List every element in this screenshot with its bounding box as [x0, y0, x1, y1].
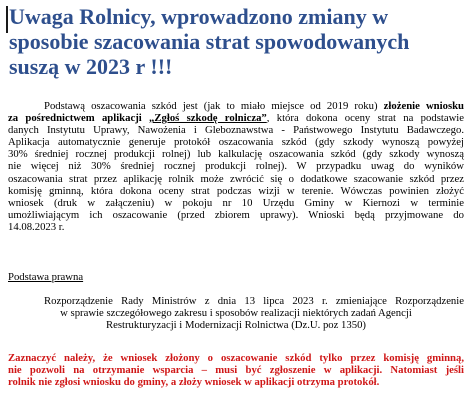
body-line	[8, 112, 464, 124]
regulation-line: Restrukturyzacji i Modernizacji Rolnictwa (Dz.U. poz 1350)	[106, 319, 366, 332]
body-line-bold: za pośrednictwem aplikacji	[8, 112, 150, 125]
body-paragraph	[8, 100, 464, 233]
body-line-text: , która dokona oceny strat na podstawie	[266, 112, 464, 125]
body-line: wniosek (druk w załączeniu) w pokoju nr 10 Urzędu Gminy w Kiernozi w terminie	[8, 196, 464, 209]
title-line: Uwaga Rolnicy, wprowadzono zmiany w	[9, 4, 389, 29]
body-line: nie więcej niż 30% średniej rocznej produkcji rolnej). W przypadku uwag do wyników	[8, 160, 464, 173]
document-title	[9, 4, 471, 79]
body-line	[8, 100, 464, 112]
body-line: oszacowania strat przez aplikację rolnik może zwrócić się o dodatkowe szacowanie szkód przez	[8, 172, 464, 185]
warning-line: nie pozwoli na otrzymanie wsparcia – musi być zgłoszenie w aplikacji. Natomiast jeśli	[8, 364, 464, 377]
body-line: komisję gminną, która dokona oceny strat podczas wizji w terenie. Wówczas powinien złożyć	[8, 184, 464, 197]
body-line: umożliwiającym ich oszacowanie (przed zbiorem uprawy). Wnioski będą przyjmowane do	[8, 208, 464, 221]
warning-line: rolnik nie zgłosi wniosku do gminy, a złoży wniosek w aplikacji otrzyma protokół.	[8, 376, 380, 389]
title-line: suszą w 2023 r !!!	[9, 54, 173, 79]
app-name-emphasis: „Zgłoś szkodę rolnicza”	[149, 112, 267, 125]
text-cursor-bar	[6, 6, 8, 33]
regulation-line: Rozporządzenie Rady Ministrów z dnia 13 lipca 2023 r. zmieniające Rozporządzenie	[44, 295, 464, 307]
body-line: 14.08.2023 r.	[8, 220, 65, 233]
body-line-bold: złożenie wniosku	[383, 100, 464, 112]
body-line: Aplikacja automatycznie generuje protokół oszacowania szkód (gdy szkody wynoszą powyżej	[8, 136, 464, 149]
regulation-line: w sprawie szczegółowego zakresu i sposobów realizacji niektórych zadań Agencji	[60, 307, 412, 320]
body-line: 30% średniej rocznej produkcji rolnej) lub kalkulację oszacowania szkód (gdy szkody wynoszą	[8, 148, 464, 161]
body-line: danych Instytutu Uprawy, Nawożenia i Gleboznawstwa - Państwowego Instytutu Badawczego.	[8, 124, 464, 137]
warning-line: Zaznaczyć należy, że wniosek złożony o oszacowanie szkód tylko przez komisję gminną,	[8, 352, 464, 364]
regulation-paragraph	[8, 295, 464, 331]
body-line-text: Podstawą oszacowania szkód jest (jak to miało miejsce od 2019 roku)	[44, 100, 384, 112]
title-line: sposobie szacowania strat spowodowanych	[9, 29, 410, 54]
warning-paragraph	[8, 352, 464, 388]
section-heading-legal-basis: Podstawa prawna	[8, 271, 84, 283]
